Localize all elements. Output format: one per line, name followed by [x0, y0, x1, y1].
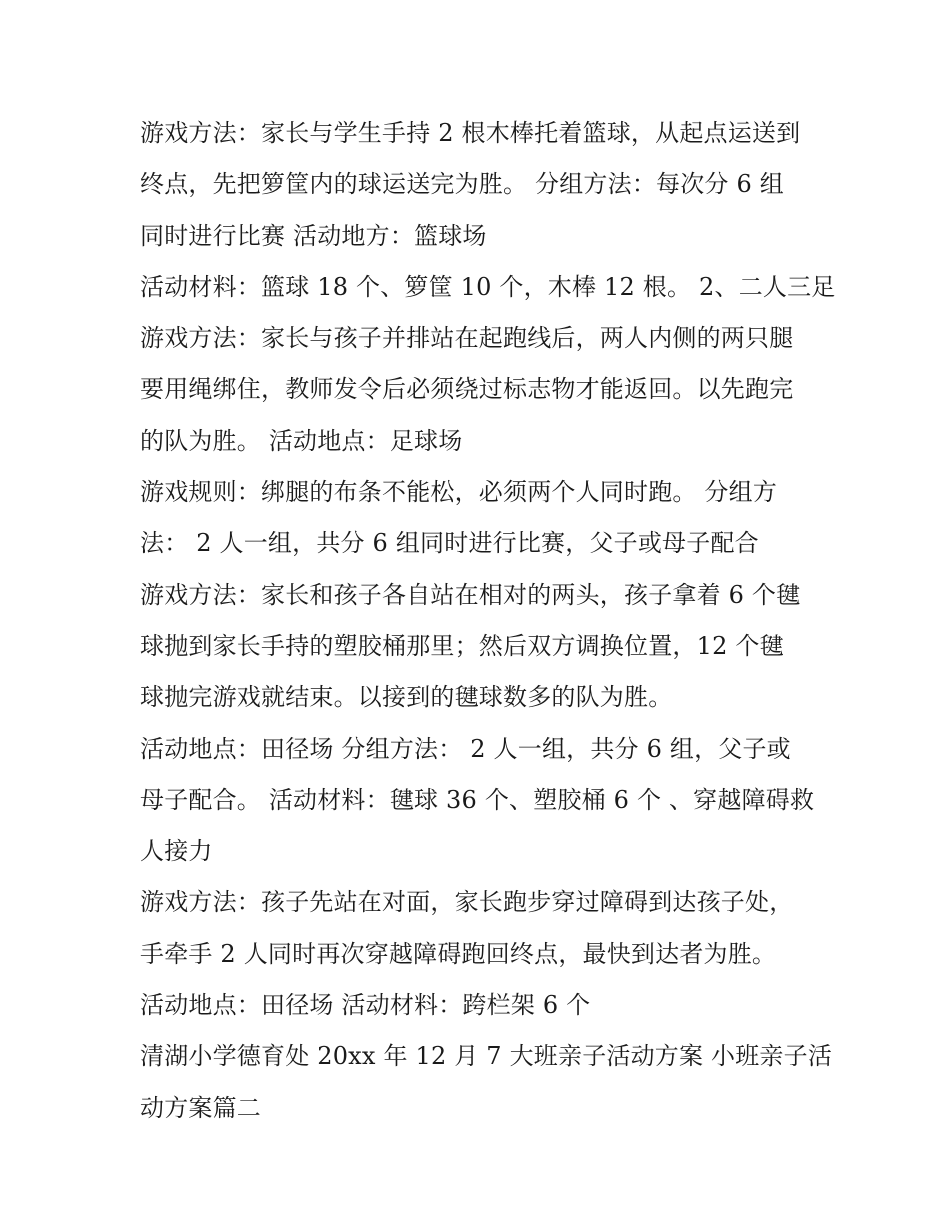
text-line: 活动材料：篮球 18 个、箩筐 10 个，木棒 12 根。 2、二人三足: [140, 272, 836, 301]
text-line: 法： 2 人一组，共分 6 组同时进行比赛，父子或母子配合: [140, 529, 759, 558]
text-line: 活动地点：田径场 活动材料：跨栏架 6 个: [140, 991, 591, 1020]
text-line: 手牵手 2 人同时再次穿越障碍跑回终点，最快到达者为胜。: [140, 939, 777, 968]
text-line: 同时进行比赛 活动地方：篮球场: [140, 221, 487, 250]
text-line: 人接力: [140, 837, 213, 866]
text-line: 的队为胜。 活动地点：足球场: [140, 426, 463, 455]
text-line: 要用绳绑住，教师发令后必须绕过标志物才能返回。以先跑完: [140, 375, 794, 404]
text-line: 游戏方法：孩子先站在对面，家长跑步穿过障碍到达孩子处，: [140, 888, 794, 917]
text-line: 游戏方法：家长与孩子并排站在起跑线后，两人内侧的两只腿: [140, 324, 794, 353]
text-line: 游戏方法：家长与学生手持 2 根木棒托着篮球，从起点运送到: [140, 119, 801, 147]
text-line: 游戏规则：绑腿的布条不能松，必须两个人同时跑。 分组方: [140, 478, 778, 507]
text-line: 母子配合。 活动材料：毽球 36 个、塑胶桶 6 个 、穿越障碍救: [140, 785, 815, 814]
text-line: 球抛完游戏就结束。以接到的毽球数多的队为胜。: [140, 683, 673, 712]
text-line: 游戏方法：家长和孩子各自站在相对的两头，孩子拿着 6 个毽: [140, 580, 801, 609]
text-line: 动方案篇二: [140, 1093, 261, 1122]
text-line: 活动地点：田径场 分组方法： 2 人一组，共分 6 组，父子或: [140, 734, 791, 763]
text-line: 球抛到家长手持的塑胶桶那里；然后双方调换位置，12 个毽: [140, 631, 784, 660]
text-line: 终点，先把箩筐内的球运送完为胜。 分组方法：每次分 6 组: [140, 170, 784, 199]
text-line: 清湖小学德育处 20xx 年 12 月 7 大班亲子活动方案 小班亲子活: [140, 1042, 833, 1071]
document-body: [140, 108, 836, 1134]
